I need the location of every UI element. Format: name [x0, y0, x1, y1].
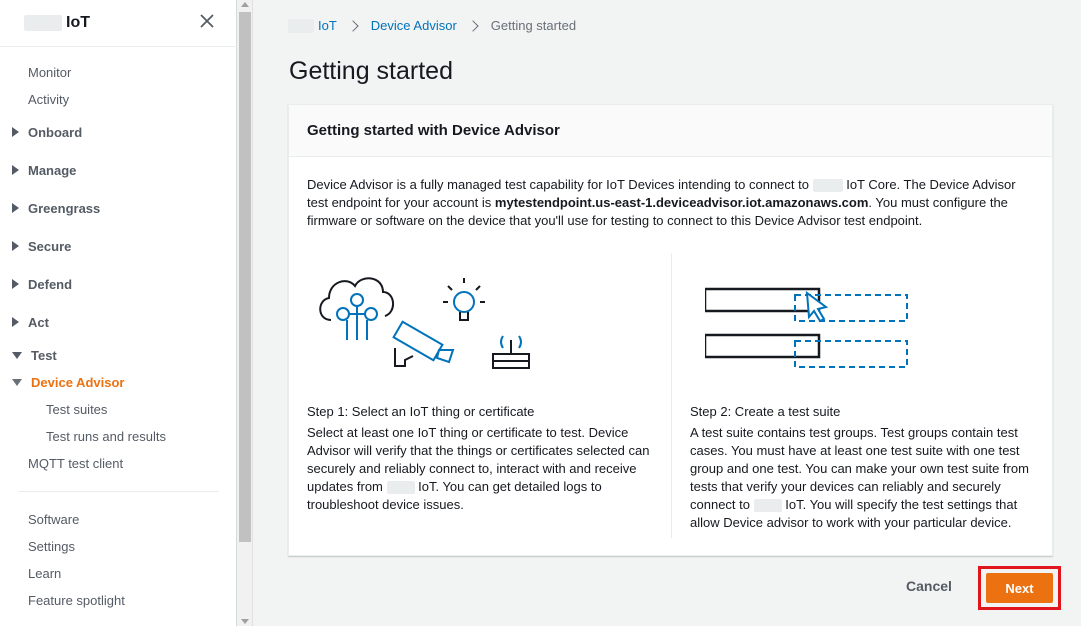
step-2-text: IoT. You will specify the test settings that allow Device advisor to work with your particular device.	[690, 497, 1018, 530]
nav-item-software[interactable]: Software	[28, 512, 80, 527]
step-1-text: Select at least one IoT thing or certificate to test. Device Advisor will verify that the things or certificates selected can securely and reliably connect to, interact with and receive updates from	[307, 425, 650, 494]
next-button[interactable]: Next	[986, 573, 1053, 603]
nav-item-activity[interactable]: Activity	[28, 92, 70, 107]
test-suite-rows-icon	[705, 289, 907, 367]
network-node-icon	[337, 294, 377, 340]
camera-icon	[394, 322, 453, 366]
nav-group-label: Test	[31, 347, 57, 363]
nav-item-learn[interactable]: Learn	[28, 566, 62, 581]
caret-right-icon	[12, 279, 19, 289]
step-1	[307, 403, 662, 514]
nav-group-test[interactable]	[0, 341, 237, 369]
page-title: Getting started	[289, 57, 453, 85]
nav-item-settings[interactable]: Settings	[28, 539, 75, 554]
divider	[18, 491, 219, 492]
caret-down-icon	[12, 379, 22, 386]
step-1-body	[307, 424, 662, 514]
step-2-text: A test suite contains test groups. Test groups contain test cases. You must have at least one test suite with one test group and one test. You can make your own test suite from tests that verify your devices can reliably and securely connect to	[690, 425, 1029, 512]
nav-group-label: Onboard	[28, 124, 83, 140]
cancel-button[interactable]: Cancel	[906, 578, 952, 594]
sidebar-scrollbar[interactable]	[237, 0, 253, 626]
step-2-body	[690, 424, 1045, 532]
nav-group-label: Defend	[28, 276, 73, 292]
router-icon	[493, 336, 529, 368]
nav-item-test-runs[interactable]: Test runs and results	[46, 429, 166, 444]
caret-right-icon	[12, 317, 19, 327]
breadcrumb-current: Getting started	[490, 18, 577, 33]
step-2	[690, 403, 1045, 532]
nav-item-test-suites[interactable]: Test suites	[46, 402, 108, 417]
iot-devices-illustration	[313, 270, 563, 380]
nav-item-mqtt-test-client[interactable]: MQTT test client	[28, 456, 124, 471]
step-1-title: Step 1: Select an IoT thing or certificate	[307, 404, 535, 419]
getting-started-card	[288, 104, 1053, 556]
nav-group-greengrass[interactable]	[0, 189, 237, 227]
step-2-title: Step 2: Create a test suite	[690, 404, 841, 419]
chevron-right-icon	[467, 20, 478, 31]
breadcrumb-device-advisor[interactable]: Device Advisor	[370, 18, 457, 33]
sidebar-nav	[0, 59, 237, 614]
intro-text: IoT Core. The Device Advisor test endpoint for your account is	[307, 177, 1016, 210]
column-divider	[671, 253, 672, 538]
light-bulb-icon	[443, 278, 485, 320]
nav-group-label: Act	[28, 314, 49, 330]
nav-item-label: Device Advisor	[31, 375, 125, 390]
divider	[0, 46, 237, 47]
sidebar-title: IoT	[66, 14, 90, 31]
nav-group-defend[interactable]	[0, 265, 237, 303]
sidebar-header	[0, 0, 236, 46]
caret-down-icon	[12, 352, 22, 359]
nav-item-feature-spotlight[interactable]: Feature spotlight	[28, 593, 125, 608]
redacted-brand	[387, 481, 415, 494]
caret-right-icon	[12, 203, 19, 213]
nav-group-label: Greengrass	[28, 200, 101, 216]
test-suite-illustration	[705, 277, 935, 377]
caret-right-icon	[12, 241, 19, 251]
nav-group-label: Manage	[28, 162, 77, 178]
nav-group-act[interactable]	[0, 303, 237, 341]
scroll-up-icon[interactable]	[241, 2, 249, 7]
redacted-brand	[754, 499, 782, 512]
step-1-text: IoT. You can get detailed logs to troubleshoot device issues.	[307, 479, 602, 512]
nav-item-monitor[interactable]: Monitor	[28, 65, 72, 80]
redacted-brand	[24, 15, 62, 31]
redacted-brand	[813, 179, 843, 192]
nav-group-onboard[interactable]	[0, 113, 237, 151]
nav-group-label: Secure	[28, 238, 72, 254]
main-content	[254, 0, 1081, 626]
card-header: Getting started with Device Advisor	[289, 105, 1052, 157]
breadcrumb	[288, 18, 576, 33]
intro-text: . You must configure the firmware or software on the device that you'll use for testing to connect to this Device Advisor test endpoint.	[307, 195, 1008, 228]
caret-right-icon	[12, 127, 19, 137]
breadcrumb-iot[interactable]: IoT	[318, 18, 337, 33]
endpoint-text: mytestendpoint.us-east-1.deviceadvisor.iot.amazonaws.com	[494, 195, 869, 210]
caret-right-icon	[12, 165, 19, 175]
card-intro	[307, 176, 1037, 230]
nav-item-device-advisor[interactable]	[0, 369, 237, 396]
scrollbar-thumb[interactable]	[239, 12, 251, 542]
close-icon[interactable]	[198, 12, 216, 30]
intro-text: Device Advisor is a fully managed test capability for IoT Devices intending to connect to	[307, 177, 809, 192]
sidebar	[0, 0, 237, 626]
nav-group-manage[interactable]	[0, 151, 237, 189]
nav-group-secure[interactable]	[0, 227, 237, 265]
scroll-down-icon[interactable]	[241, 619, 249, 624]
chevron-right-icon	[347, 20, 358, 31]
redacted-brand	[288, 19, 314, 33]
